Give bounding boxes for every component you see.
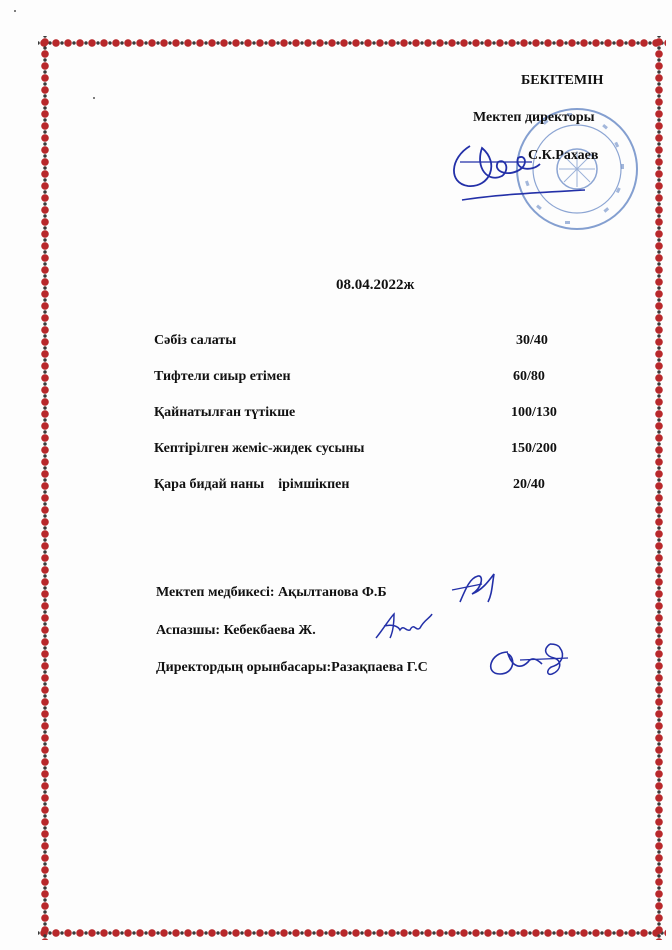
director-name: С.К.Рахаев [528, 148, 599, 163]
menu-item-portion: 100/130 [511, 405, 557, 420]
ornament-border-bottom [38, 926, 666, 940]
menu-item-portion: 30/40 [516, 333, 548, 348]
cook-line: Аспазшы: Кебекбаева Ж. [156, 623, 316, 638]
menu-item-portion: 150/200 [511, 441, 557, 456]
cook-signature [370, 610, 438, 642]
nurse-signature [448, 568, 518, 608]
deputy-director-line: Директордың орынбасары:Разақпаева Г.С [156, 660, 428, 675]
ornament-border-left [38, 36, 52, 940]
menu-item-name: Қайнатылған түтікше [154, 405, 296, 420]
director-signature [440, 128, 590, 208]
scan-speck [14, 10, 16, 12]
ornament-border-top [38, 36, 666, 50]
menu-item-portion: 20/40 [513, 477, 545, 492]
menu-item-name: Сәбіз салаты [154, 333, 237, 348]
nurse-line: Мектеп медбикесі: Ақылтанова Ф.Б [156, 585, 387, 600]
menu-item-portion: 60/80 [513, 369, 545, 384]
menu-item-name: Кептірілген жеміс-жидек сусыны [154, 441, 365, 456]
menu-date: 08.04.2022ж [336, 277, 415, 293]
director-title: Мектеп директоры [473, 110, 595, 125]
ornament-border-right [652, 36, 666, 940]
approval-heading: БЕКІТЕМІН [521, 73, 604, 88]
scan-speck [93, 97, 95, 99]
menu-item-name: Қара бидай наны ірімшікпен [154, 477, 350, 492]
deputy-director-signature [480, 640, 576, 680]
menu-item-name: Тифтели сиыр етімен [154, 369, 291, 384]
